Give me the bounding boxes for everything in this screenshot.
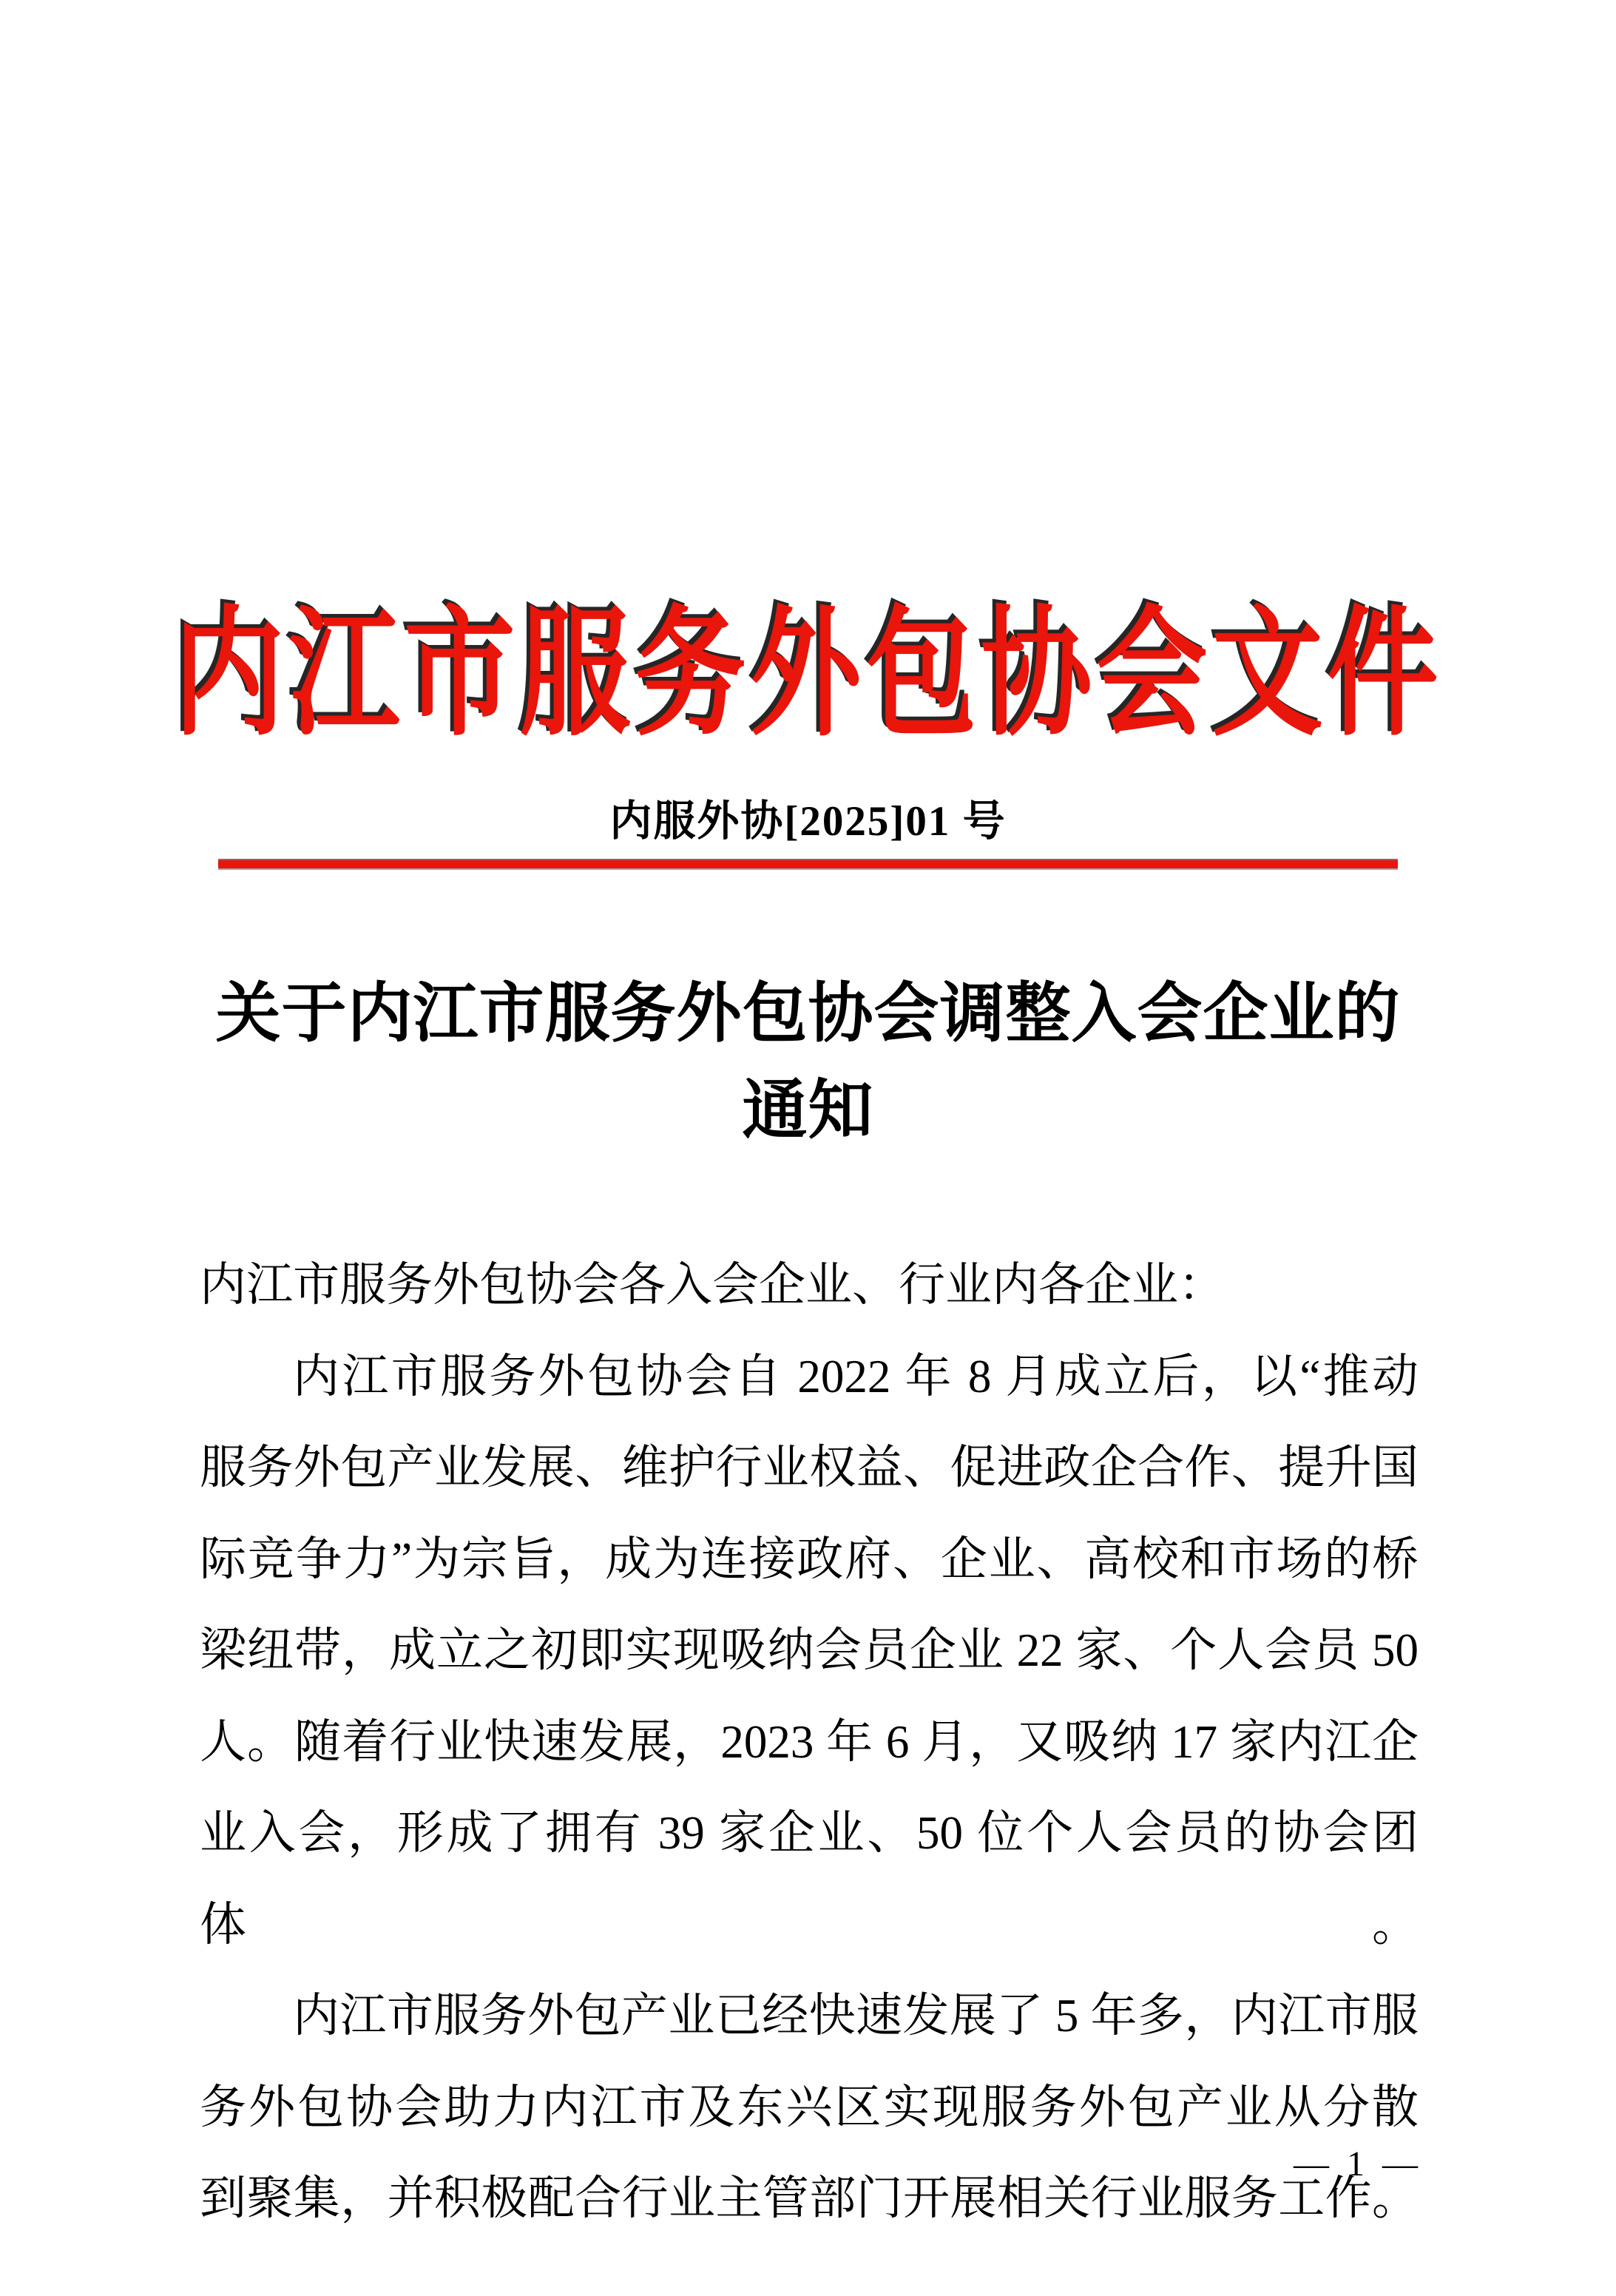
- body-line: 到聚集，并积极配合行业主管部门开展相关行业服务工作。: [200, 2172, 1419, 2224]
- body-line: 内江市服务外包协会各入会企业、行业内各企业：: [200, 1259, 1225, 1311]
- body-line: 务外包协会助力内江市及东兴区实现服务外包产业从分散: [200, 2081, 1419, 2133]
- body-line: 内江市服务外包协会自 2022 年 8 月成立后，以“推动: [293, 1350, 1419, 1402]
- body-line: 际竞争力”为宗旨，成为连接政府、企业、高校和市场的桥: [200, 1533, 1419, 1585]
- page-number: — 1 —: [1294, 2144, 1422, 2184]
- body-line: 梁纽带，成立之初即实现吸纳会员企业 22 家、个人会员 50: [200, 1624, 1419, 1676]
- body-line: 人。随着行业快速发展，2023 年 6 月，又吸纳 17 家内江企: [200, 1715, 1419, 1768]
- red-header-title: 内江市服务外包协会文件: [173, 598, 1443, 753]
- document-body: [200, 1240, 1419, 2245]
- document-number: 内服外协[2025]01 号: [609, 798, 1007, 845]
- body-line: 业入会，形成了拥有 39 家企业、50 位个人会员的协会团体。: [200, 1807, 1419, 1951]
- document-title-line1: 关于内江市服务外包协会调整入会企业的: [215, 979, 1401, 1050]
- body-line: 服务外包产业发展、维护行业权益、促进政企合作、提升国: [200, 1442, 1419, 1493]
- red-divider-line: [218, 860, 1398, 868]
- body-line: 内江市服务外包产业已经快速发展了 5 年多，内江市服: [293, 1990, 1419, 2042]
- document-title-line2: 通知: [742, 1076, 874, 1147]
- document-title: [0, 966, 1616, 1160]
